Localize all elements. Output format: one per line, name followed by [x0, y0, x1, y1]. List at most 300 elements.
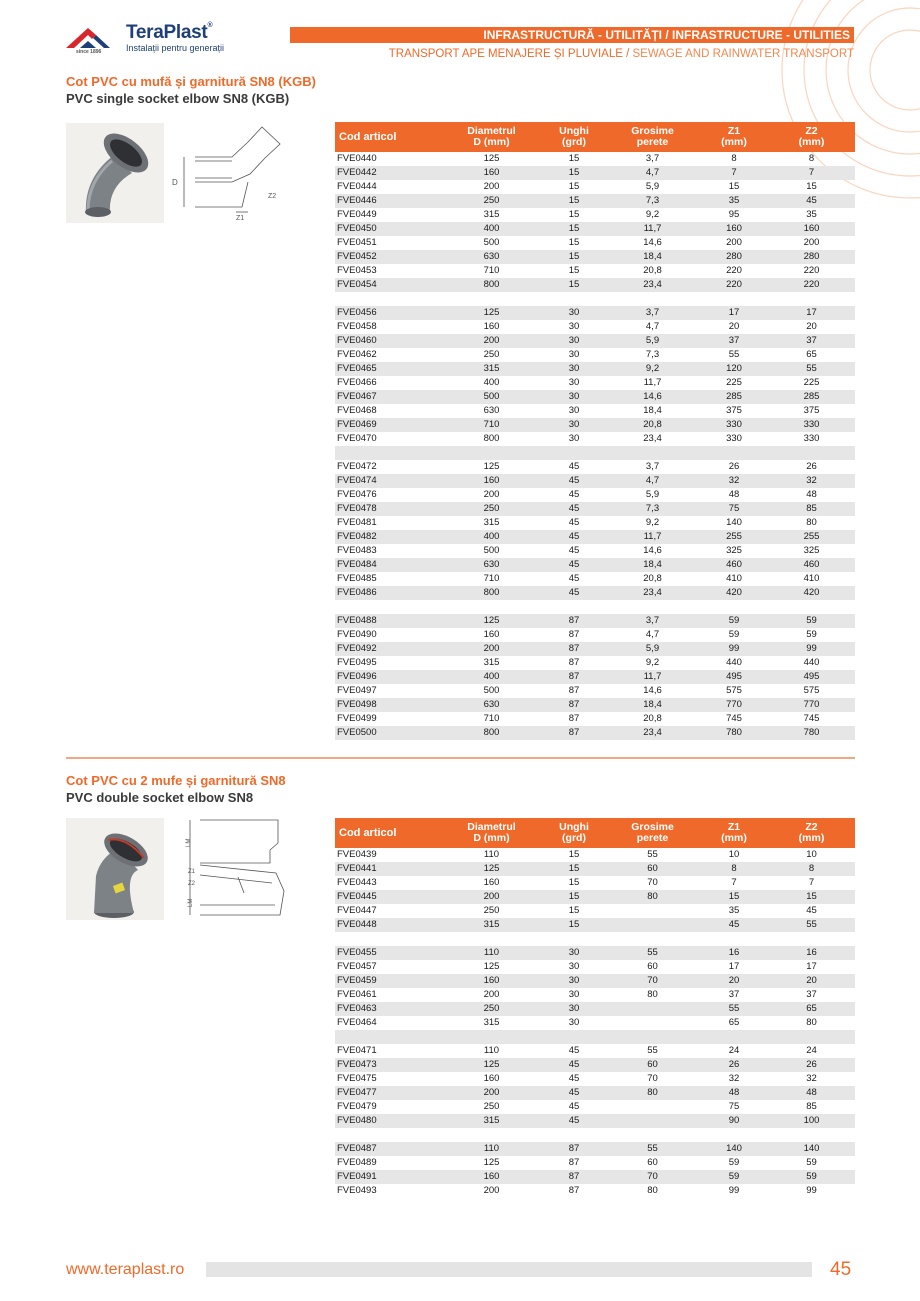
table-cell: 200 — [483, 181, 500, 192]
table-cell: 7 — [808, 877, 815, 888]
table-cell: 30 — [568, 321, 580, 332]
table-cell: 11,7 — [605, 222, 700, 236]
table-cell: FVE0498 — [335, 698, 440, 712]
table-cell: 15 — [568, 265, 580, 276]
table-cell: 15 — [543, 862, 605, 876]
single-socket-elbow-drawing — [170, 122, 290, 222]
table-cell: FVE0461 — [337, 989, 377, 1000]
table-cell: 16 — [768, 946, 855, 960]
table-header: Cod articol Diametrul D (mm) Unghi (grd) Grosime perete Z1 (mm) Z2 (mm) — [335, 818, 855, 848]
table-cell: 59 — [768, 1170, 855, 1184]
table-cell — [335, 1030, 440, 1044]
table-cell — [543, 1030, 605, 1044]
table-cell: 220 — [700, 278, 768, 292]
table-cell: FVE0495 — [337, 657, 377, 668]
table-cell: FVE0499 — [337, 713, 377, 724]
table-cell: FVE0444 — [337, 181, 377, 192]
table-cell: 125 — [440, 306, 543, 320]
table-cell: 87 — [543, 1170, 605, 1184]
table-cell: FVE0470 — [337, 433, 377, 444]
table-cell: 75 — [728, 1101, 740, 1112]
table-row — [335, 376, 855, 390]
table-cell: 14,6 — [643, 545, 662, 556]
table-row — [335, 1184, 855, 1198]
table-cell: FVE0441 — [335, 862, 440, 876]
table-cell: 11,7 — [643, 377, 662, 388]
table-cell — [335, 292, 440, 306]
table-cell: FVE0483 — [337, 545, 377, 556]
table-cell: 160 — [483, 629, 500, 640]
table-cell: FVE0447 — [337, 905, 377, 916]
table-cell — [543, 1128, 605, 1142]
table-row — [335, 488, 855, 502]
table-cell — [605, 1128, 700, 1142]
table-cell: 575 — [726, 685, 742, 696]
table-cell: FVE0488 — [335, 614, 440, 628]
table-cell: 780 — [768, 726, 855, 740]
table-cell: 3,7 — [605, 614, 700, 628]
table-cell: 24 — [806, 1045, 817, 1056]
table-row — [335, 166, 855, 180]
table-cell: 23,4 — [643, 433, 662, 444]
table-cell — [543, 932, 605, 946]
table-row — [335, 1072, 855, 1086]
table-cell: 250 — [440, 502, 543, 516]
table-cell — [768, 1128, 855, 1142]
table-cell: 90 — [700, 1114, 768, 1128]
table-row — [335, 1156, 855, 1170]
table-cell: 20 — [700, 974, 768, 988]
table-cell: FVE0454 — [335, 278, 440, 292]
table-cell: 15 — [728, 181, 740, 192]
table-cell — [335, 446, 440, 460]
table-cell: 110 — [483, 849, 500, 860]
table-cell: 7,3 — [605, 194, 700, 208]
table-cell: 32 — [728, 1073, 740, 1084]
table-cell: 55 — [768, 918, 855, 932]
table-cell: 23,4 — [605, 586, 700, 600]
table-cell: 400 — [440, 222, 543, 236]
table-cell: FVE0477 — [335, 1086, 440, 1100]
table-cell: FVE0459 — [335, 974, 440, 988]
table-cell — [335, 1128, 440, 1142]
table-cell: 26 — [768, 1058, 855, 1072]
table-cell: 460 — [768, 558, 855, 572]
table-cell: 17 — [806, 961, 817, 972]
table-cell: 200 — [483, 489, 500, 500]
table-cell: 630 — [440, 698, 543, 712]
table-cell: 45 — [568, 573, 580, 584]
table-row — [335, 698, 855, 712]
table-cell: 7,3 — [645, 349, 660, 360]
table-cell: 500 — [483, 545, 500, 556]
table-cell: 125 — [483, 153, 500, 164]
table-cell: 30 — [543, 390, 605, 404]
table-cell: 3,7 — [605, 306, 700, 320]
table-cell: 30 — [543, 1002, 605, 1016]
table-cell: 7 — [768, 166, 855, 180]
table-cell: FVE0491 — [335, 1170, 440, 1184]
table-cell: 70 — [647, 1073, 658, 1084]
table-cell: 250 — [440, 194, 543, 208]
table-cell: FVE0492 — [335, 642, 440, 656]
table-cell: 45 — [568, 545, 580, 556]
table-row — [335, 628, 855, 642]
table-cell: 140 — [700, 1142, 768, 1156]
table-cell: 26 — [806, 461, 817, 472]
table-cell: 15 — [568, 181, 580, 192]
table-cell — [605, 1030, 700, 1044]
table-cell: FVE0443 — [337, 877, 377, 888]
table-row — [335, 264, 855, 278]
table-cell: 440 — [726, 657, 742, 668]
table-cell: FVE0490 — [337, 629, 377, 640]
table-cell: 125 — [483, 961, 500, 972]
table-cell: FVE0467 — [335, 390, 440, 404]
table-cell: 35 — [806, 209, 817, 220]
table-cell — [768, 1030, 855, 1044]
table-cell — [440, 292, 543, 306]
table-cell: 4,7 — [645, 629, 660, 640]
table-row — [335, 208, 855, 222]
table-cell: FVE0475 — [337, 1073, 377, 1084]
dimension-d-label: D — [172, 178, 178, 187]
table-cell — [335, 932, 440, 946]
table-spacer-row — [335, 932, 855, 946]
table-cell: 18,4 — [605, 558, 700, 572]
table-cell: 160 — [440, 166, 543, 180]
table-row — [335, 1058, 855, 1072]
teraplast-logo[interactable] — [66, 22, 236, 56]
table-cell: 330 — [768, 418, 855, 432]
table-row — [335, 1086, 855, 1100]
table-cell — [605, 904, 700, 918]
table-cell: 15 — [568, 153, 580, 164]
table-cell: 800 — [440, 586, 543, 600]
table-cell: 7,3 — [605, 502, 700, 516]
table-cell: 495 — [700, 670, 768, 684]
table-cell: 87 — [568, 1157, 580, 1168]
table-row — [335, 960, 855, 974]
table-cell: 9,2 — [645, 209, 660, 220]
table-cell: 48 — [806, 489, 817, 500]
table-cell: 225 — [726, 377, 742, 388]
table-row — [335, 862, 855, 876]
table-cell: 48 — [728, 489, 740, 500]
table-cell: 26 — [700, 1058, 768, 1072]
table-cell: 110 — [440, 1142, 543, 1156]
table-cell: FVE0465 — [335, 362, 440, 376]
table-cell: 9,2 — [645, 517, 660, 528]
table-cell: FVE0463 — [335, 1002, 440, 1016]
table-row — [335, 530, 855, 544]
table-cell: 18,4 — [605, 250, 700, 264]
double-socket-elbow-drawing — [180, 815, 295, 919]
table-cell: 45 — [568, 1101, 580, 1112]
table-row — [335, 1044, 855, 1058]
table-cell: FVE0476 — [337, 489, 377, 500]
category-subtitle: TRANSPORT APE MENAJERE ȘI PLUVIALE / SEWAGE AND RAINWATER TRANSPORT — [388, 48, 854, 60]
table-cell: 5,9 — [645, 489, 660, 500]
table-cell — [543, 600, 605, 614]
table-cell: 285 — [700, 390, 768, 404]
table-row — [335, 974, 855, 988]
table-cell — [605, 1100, 700, 1114]
table-cell: 18,4 — [643, 405, 662, 416]
dimension-z1-label: Z1 — [236, 215, 245, 222]
table-row — [335, 1114, 855, 1128]
table-cell: 200 — [483, 989, 500, 1000]
table-cell: 500 — [483, 685, 500, 696]
table-cell: 710 — [483, 713, 500, 724]
table-cell: 630 — [440, 250, 543, 264]
table-cell — [440, 1030, 543, 1044]
table-cell: 24 — [728, 1045, 740, 1056]
table-cell: 160 — [440, 974, 543, 988]
table-cell — [605, 1114, 700, 1128]
table-cell: FVE0445 — [335, 890, 440, 904]
table-cell: 87 — [568, 657, 580, 668]
table-cell: 375 — [803, 405, 820, 416]
table-cell: 75 — [700, 502, 768, 516]
table-cell: 45 — [543, 586, 605, 600]
table-cell: FVE0486 — [335, 586, 440, 600]
table-cell: 30 — [543, 334, 605, 348]
table-cell: 17 — [700, 306, 768, 320]
table-cell: 110 — [440, 946, 543, 960]
table-cell: 99 — [728, 1185, 740, 1196]
table-cell: 200 — [803, 237, 820, 248]
table-row — [335, 558, 855, 572]
website-link[interactable]: www.teraplast.ro — [66, 1261, 185, 1278]
table-row — [335, 432, 855, 446]
table-cell: 45 — [543, 530, 605, 544]
table-cell: 60 — [647, 961, 658, 972]
table-cell: 250 — [483, 905, 500, 916]
table-cell: 37 — [728, 989, 740, 1000]
table-cell: 8 — [808, 153, 815, 164]
table-cell: 30 — [543, 946, 605, 960]
table-cell: FVE0471 — [337, 1045, 377, 1056]
table-cell: 11,7 — [605, 670, 700, 684]
table-cell: 400 — [440, 530, 543, 544]
table-cell: FVE0456 — [335, 306, 440, 320]
table-row — [335, 726, 855, 740]
table-cell: 140 — [726, 517, 742, 528]
table-spacer-row — [335, 1128, 855, 1142]
table-row — [335, 418, 855, 432]
table-row — [335, 876, 855, 890]
table-row — [335, 404, 855, 418]
table-cell: 125 — [440, 862, 543, 876]
table-cell: 59 — [768, 614, 855, 628]
table-row — [335, 236, 855, 250]
table-cell: 200 — [440, 334, 543, 348]
table-cell: 330 — [726, 433, 742, 444]
table-cell: 99 — [768, 642, 855, 656]
table-row — [335, 348, 855, 362]
table-cell: 32 — [806, 1073, 817, 1084]
table-row — [335, 180, 855, 194]
table-cell: 87 — [543, 614, 605, 628]
table-cell: FVE0464 — [337, 1017, 377, 1028]
table-row — [335, 152, 855, 166]
table-cell: FVE0485 — [337, 573, 377, 584]
table-cell: 400 — [440, 670, 543, 684]
table-cell — [605, 918, 700, 932]
table-cell: 30 — [568, 989, 580, 1000]
table-cell: 55 — [768, 362, 855, 376]
table-cell: 20 — [806, 321, 817, 332]
table-cell: 65 — [768, 1002, 855, 1016]
table-cell: 30 — [543, 306, 605, 320]
table-cell: 315 — [440, 918, 543, 932]
table-cell: 59 — [806, 1157, 817, 1168]
table-cell: 80 — [806, 517, 817, 528]
table-cell: FVE0493 — [337, 1185, 377, 1196]
table-cell: 15 — [543, 194, 605, 208]
table-cell: 15 — [768, 890, 855, 904]
table-cell: 280 — [700, 250, 768, 264]
table-row — [335, 194, 855, 208]
table-row — [335, 222, 855, 236]
table-cell: 800 — [440, 278, 543, 292]
table-cell: 87 — [543, 698, 605, 712]
table-cell: 15 — [568, 237, 580, 248]
table-row — [335, 572, 855, 586]
table-cell: 85 — [806, 1101, 817, 1112]
table-row — [335, 362, 855, 376]
table-row — [335, 712, 855, 726]
table-cell: FVE0448 — [335, 918, 440, 932]
table-cell: 37 — [700, 334, 768, 348]
table-cell — [700, 292, 768, 306]
table-cell: FVE0474 — [335, 474, 440, 488]
table-cell: 15 — [543, 166, 605, 180]
table-cell: 35 — [728, 905, 740, 916]
table-cell: 15 — [568, 849, 580, 860]
table-cell: FVE0451 — [337, 237, 377, 248]
table-cell: 375 — [726, 405, 742, 416]
table-cell: 5,9 — [605, 334, 700, 348]
table-cell: 30 — [568, 1017, 580, 1028]
house-roof-icon — [66, 26, 118, 50]
table-cell: 315 — [483, 209, 500, 220]
table-cell: FVE0478 — [335, 502, 440, 516]
table-cell: FVE0440 — [337, 153, 377, 164]
table-cell — [605, 446, 700, 460]
table-cell — [700, 932, 768, 946]
table-cell: 15 — [543, 890, 605, 904]
table-cell: 770 — [768, 698, 855, 712]
table-row — [335, 1170, 855, 1184]
table-cell: 630 — [440, 558, 543, 572]
table-cell: FVE0480 — [335, 1114, 440, 1128]
section2-title: Cot PVC cu 2 mufe și garnitură SN8 PVC double socket elbow SN8 — [66, 773, 286, 805]
table-cell: FVE0462 — [337, 349, 377, 360]
table-cell: 87 — [568, 629, 580, 640]
table-cell: 23,4 — [605, 278, 700, 292]
table-cell: 15 — [700, 890, 768, 904]
table-cell: 160 — [483, 877, 500, 888]
dimension-lm-top-label: LM — [186, 838, 192, 847]
table-cell: FVE0472 — [337, 461, 377, 472]
table-cell: 70 — [605, 974, 700, 988]
table-cell: 285 — [768, 390, 855, 404]
table-cell: 20 — [768, 974, 855, 988]
table-cell: 250 — [483, 349, 500, 360]
table-cell: 80 — [605, 1086, 700, 1100]
table-cell: 45 — [543, 502, 605, 516]
table-cell: FVE0468 — [337, 405, 377, 416]
table-cell: FVE0473 — [335, 1058, 440, 1072]
footer-bar — [206, 1262, 812, 1277]
dimension-z2-label: Z2 — [268, 193, 277, 200]
table-cell: 8 — [700, 862, 768, 876]
table-row — [335, 1100, 855, 1114]
table-cell: 15 — [543, 918, 605, 932]
table-row — [335, 334, 855, 348]
table-cell: 200 — [483, 1185, 500, 1196]
table-spacer-row — [335, 600, 855, 614]
table-row — [335, 614, 855, 628]
table-cell: 315 — [440, 362, 543, 376]
table-cell: FVE0450 — [335, 222, 440, 236]
table-cell: 315 — [483, 517, 500, 528]
table-row — [335, 278, 855, 292]
table-cell: FVE0496 — [335, 670, 440, 684]
table-cell: FVE0469 — [335, 418, 440, 432]
table-cell: 45 — [543, 1058, 605, 1072]
table-cell — [768, 446, 855, 460]
table-cell: 255 — [700, 530, 768, 544]
table-cell: 315 — [483, 1017, 500, 1028]
table-cell: 770 — [700, 698, 768, 712]
table-cell: 630 — [483, 405, 500, 416]
table-cell — [440, 932, 543, 946]
table-cell: 500 — [440, 390, 543, 404]
table-row — [335, 904, 855, 918]
table-cell — [605, 600, 700, 614]
table-cell: 99 — [806, 1185, 817, 1196]
table-cell: 59 — [728, 629, 740, 640]
table-cell — [700, 1128, 768, 1142]
table-cell: 20,8 — [643, 265, 662, 276]
table-cell: 30 — [568, 433, 580, 444]
table-cell: 420 — [768, 586, 855, 600]
table-cell: 87 — [568, 685, 580, 696]
table-cell: 15 — [568, 905, 580, 916]
table-row — [335, 988, 855, 1002]
table-cell: 87 — [543, 1142, 605, 1156]
table-cell: 18,4 — [605, 698, 700, 712]
table-cell: 15 — [568, 209, 580, 220]
table-cell: 30 — [543, 974, 605, 988]
section-divider — [66, 757, 855, 759]
table-spacer-row — [335, 1030, 855, 1044]
table-cell: 35 — [700, 194, 768, 208]
table-cell — [700, 446, 768, 460]
table-cell: FVE0484 — [335, 558, 440, 572]
table-cell: 5,9 — [645, 181, 660, 192]
table-cell: 160 — [483, 321, 500, 332]
table-cell: 100 — [768, 1114, 855, 1128]
table-cell: 85 — [768, 502, 855, 516]
table-row — [335, 642, 855, 656]
table-cell: 23,4 — [605, 726, 700, 740]
table-cell: 30 — [568, 961, 580, 972]
table-cell: 200 — [440, 890, 543, 904]
